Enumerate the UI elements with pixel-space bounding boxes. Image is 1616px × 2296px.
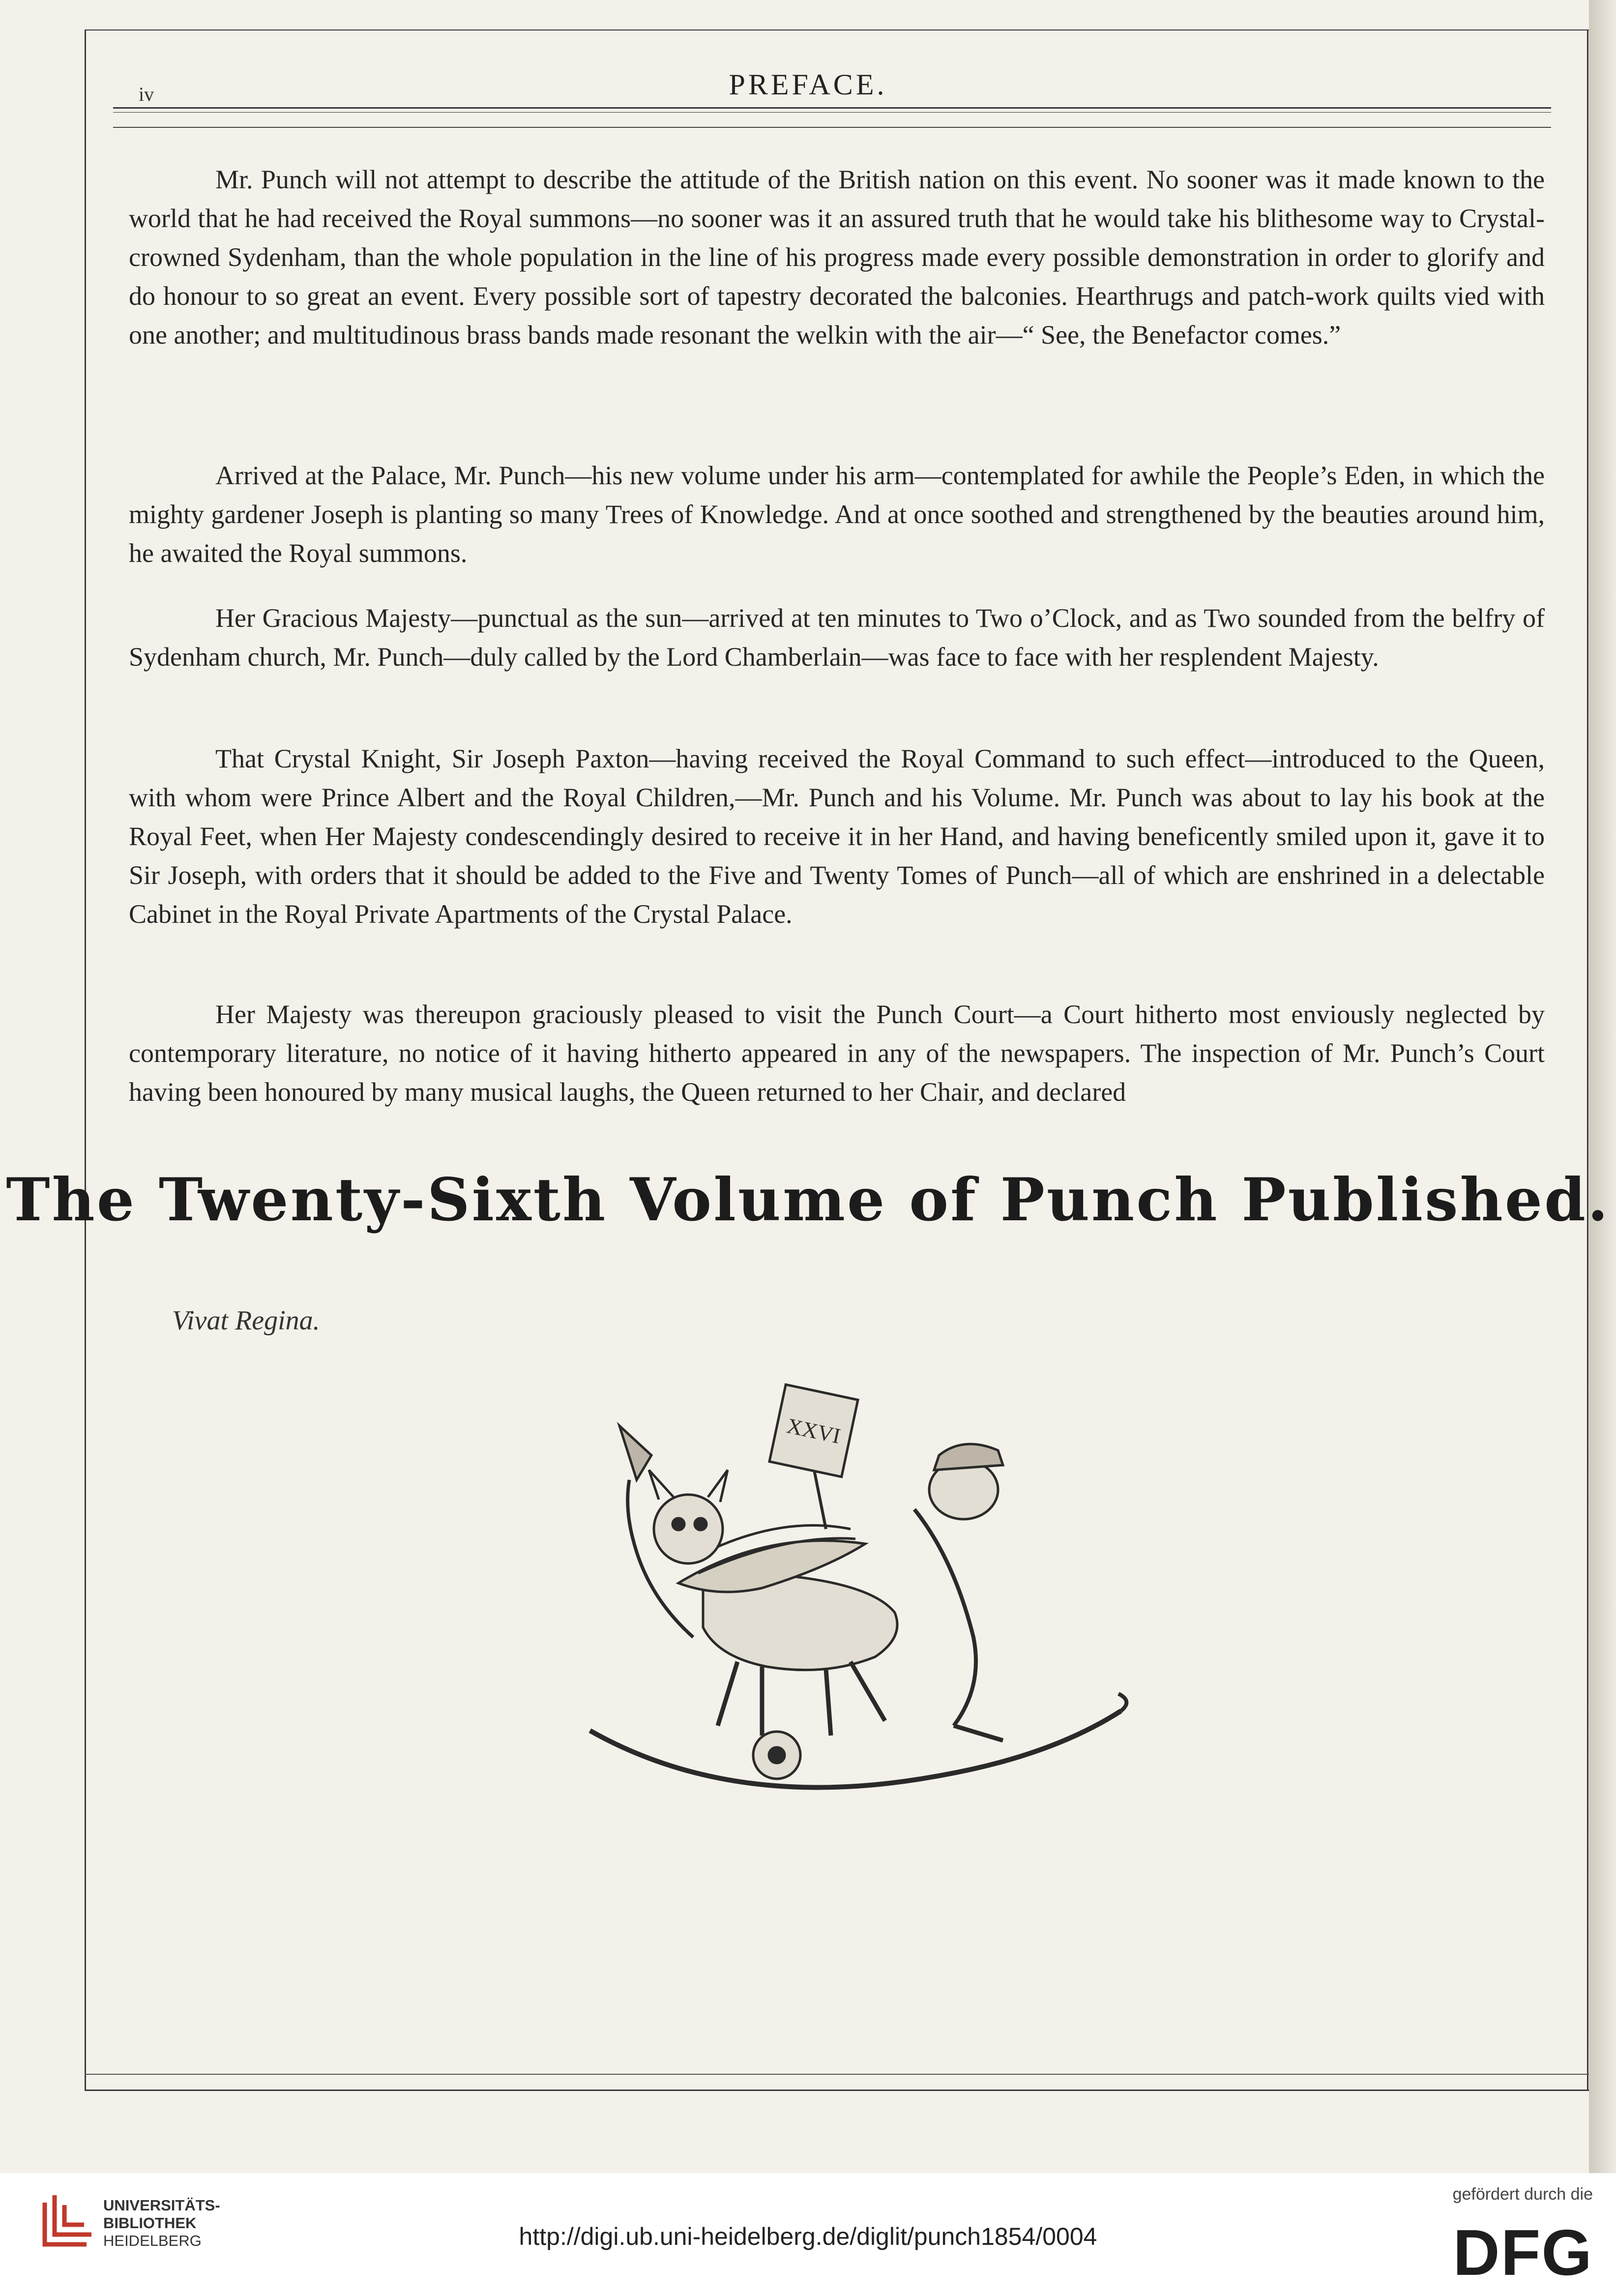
- paragraph: Her Gracious Majesty—punctual as the sun—arrived at ten minutes to Two o’Clock, and as Two sounded from the belfry of Sydenham church, Mr. Punch—duly called by the Lord Chamberlain—was face to face with her resplendent Majesty.: [129, 603, 1545, 672]
- spine-shadow: [1589, 0, 1616, 2173]
- closing-line: Vivat Regina.: [172, 1305, 320, 1336]
- dfg-logo: DFG: [1453, 2216, 1593, 2289]
- paragraph: Her Majesty was thereupon graciously pleased to visit the Punch Court—a Court hitherto most enviously neglected by contemporary literature, no notice of it having hitherto appeared in any of the newspapers. The inspection of Mr. Punch’s Court having been honoured by many musical laughs, the Queen returned to her Chair, and declared: [129, 1000, 1545, 1107]
- permalink-url[interactable]: http://digi.ub.uni-heidelberg.de/diglit/punch1854/0004: [519, 2223, 1097, 2250]
- library-name-line: UNIVERSITÄTS-: [103, 2197, 220, 2214]
- page-border: [85, 2090, 1589, 2091]
- header-rule: [113, 112, 1551, 113]
- page-border: [85, 29, 1589, 30]
- footer-rule: [85, 2074, 1589, 2075]
- header-rule: [113, 127, 1551, 128]
- paragraph: That Crystal Knight, Sir Joseph Paxton—having received the Royal Command to such effect—introduced to the Queen, with whom were Prince Albert and the Royal Children,—Mr. Punch and his Volume. Mr. Punch was about to lay his book at the Royal Feet, when Her Majesty condescendingly desired to receive it in her Hand, and having beneficently smiled upon it, gave it to Sir Joseph, with orders that it should be added to the Five and Twenty Tomes of Punch—all of which are enshrined in a delectable Cabinet in the Royal Private Apartments of the Crystal Palace.: [129, 744, 1545, 929]
- paragraph: Arrived at the Palace, Mr. Punch—his new volume under his arm—contemplated for awhile the People’s Eden, in which the mighty gardener Joseph is planting so many Trees of Knowledge. And at once soothed and strengthened by the beauties around him, he awaited the Royal summons.: [129, 461, 1545, 568]
- book-volume-label: XXVI: [785, 1413, 843, 1448]
- header-rule: [113, 107, 1551, 109]
- paragraph: Mr. Punch will not attempt to describe the attitude of the British nation on this event. No sooner was it made known to the world that he had received the Royal summons—no sooner was it an assured truth that he would take his blithesome way to Crystal-crowned Sydenham, than the whole population in the line of his progress made every possible demonstration in order to glorify and do honour to so great an event. Every possible sort of tapestry decorated the balconies. Hearthrugs and patch-work quilts vied with one another; and multitudinous brass bands made resonant the welkin with the air—“ See, the Benefactor comes.”: [129, 165, 1545, 350]
- page-number: iv: [139, 83, 154, 105]
- library-city: HEIDELBERG: [103, 2232, 202, 2249]
- library-name-line: BIBLIOTHEK: [103, 2214, 197, 2232]
- declaration-heading: The Twenty-Sixth Volume of Punch Published.: [6, 1165, 1610, 1235]
- funded-by-label: gefördert durch die: [1452, 2185, 1593, 2204]
- punch-rocking-horse-illustration: [531, 1382, 1150, 1883]
- page-border: [1587, 29, 1588, 2090]
- page-border: [85, 29, 86, 2090]
- running-head: PREFACE.: [729, 68, 887, 101]
